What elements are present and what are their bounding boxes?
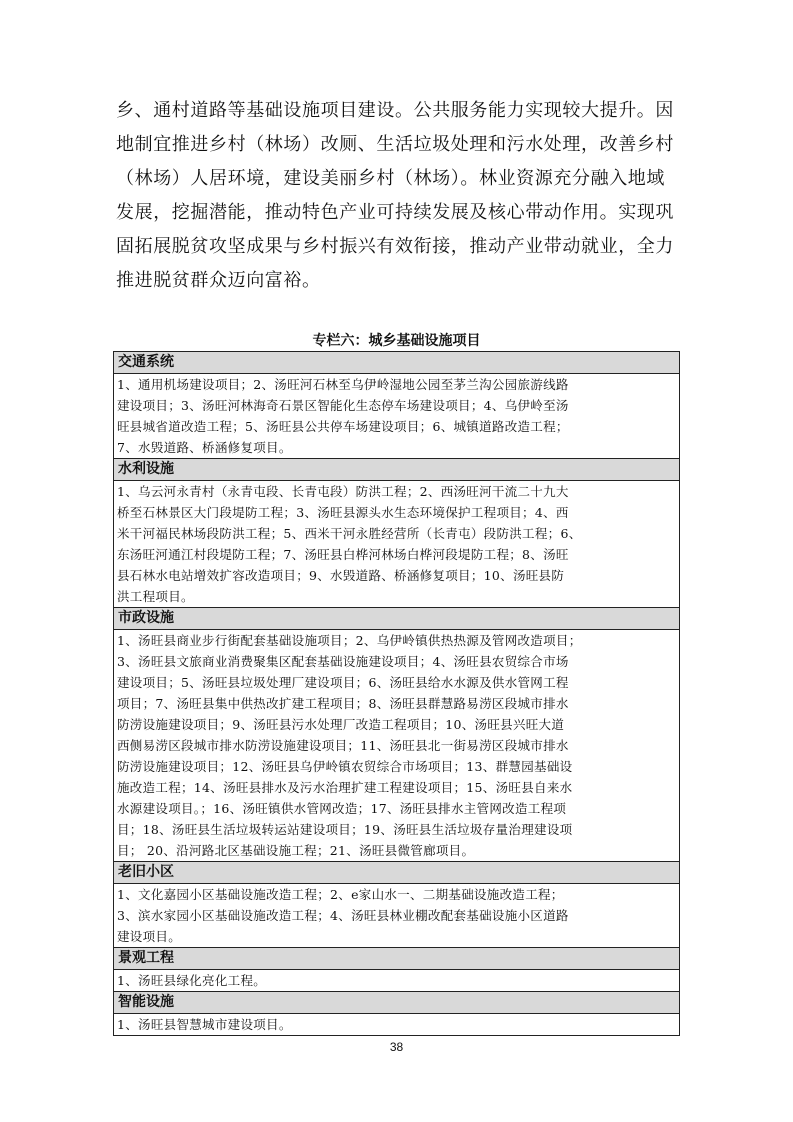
section-body-smart [114,1014,679,1035]
table-line: 目；18、汤旺县生活垃圾转运站建设项目；19、汤旺县生活垃圾存量治理建设项 [117,822,573,837]
section-title-old-communities: 老旧小区 [114,862,679,884]
paragraph-line: 固拓展脱贫攻坚成果与乡村振兴有效衔接，推动产业带动就业，全力 [116,236,674,257]
paragraph-line: 地制宜推进乡村（林场）改厕、生活垃圾处理和污水处理，改善乡村 [116,134,674,155]
table-line: 建设项目；3、汤旺河林海奇石景区智能化生态停车场建设项目；4、乌伊岭至汤 [117,398,569,413]
table-line: 桥至石林景区大门段堤防工程；3、汤旺县源头水生态环境保护工程项目；4、西 [117,505,569,520]
table-line: 东汤旺河通江村段堤防工程；7、汤旺县白桦河林场白桦河段堤防工程；8、汤旺 [117,547,569,562]
table-line: 3、汤旺县文旅商业消费聚集区配套基础设施建设项目；4、汤旺县农贸综合市场 [117,654,569,669]
section-title-water: 水利设施 [114,459,679,481]
projects-table [113,351,680,1036]
section-body-old-communities [114,884,679,948]
paragraph-line: 乡、通村道路等基础设施项目建设。公共服务能力实现较大提升。因 [116,100,674,121]
table-caption: 专栏六：城乡基础设施项目 [312,333,481,349]
table-line: 建设项目；5、汤旺县垃圾处理厂建设项目；6、汤旺县给水水源及供水管网工程 [117,675,569,690]
table-line: 1、乌云河永青村（永青屯段、长青屯段）防洪工程；2、西汤旺河干流二十九大 [117,484,569,499]
body-paragraph [116,94,680,298]
page-number: 38 [389,1040,404,1054]
table-line: 目； 20、沿河路北区基础设施工程；21、汤旺县微管廊项目。 [117,843,475,858]
table-line: 1、通用机场建设项目；2、汤旺河石林至乌伊岭湿地公园至茅兰沟公园旅游线路 [117,377,569,392]
table-line: 洪工程项目。 [117,589,194,604]
section-title-landscape: 景观工程 [114,948,679,970]
table-line: 米干河福民林场段防洪工程；5、西米干河永胜经营所（长青屯）段防洪工程；6、 [117,526,582,541]
table-line: 3、滨水家园小区基础设施改造工程；4、汤旺县林业棚改配套基础设施小区道路 [117,908,569,923]
table-line: 防涝设施建设项目；9、汤旺县污水处理厂改造工程项目；10、汤旺县兴旺大道 [117,717,565,732]
table-line: 1、汤旺县商业步行街配套基础设施项目；2、乌伊岭镇供热热源及管网改造项目； [117,633,582,648]
table-line: 旺县城省道改造工程；5、汤旺县公共停车场建设项目；6、城镇道路改造工程； [117,419,569,434]
table-line: 县石林水电站增效扩容改造项目；9、水毁道路、桥涵修复项目；10、汤旺县防 [117,568,565,583]
section-body-water [114,481,679,608]
table-line: 1、汤旺县绿化亮化工程。 [117,973,267,988]
paragraph-line: 发展，挖掘潜能，推动特色产业可持续发展及核心带动作用。实现巩 [116,202,674,223]
table-line: 1、汤旺县智慧城市建设项目。 [117,1017,292,1032]
paragraph-line: 推进脱贫群众迈向富裕。 [116,270,321,291]
table-line: 水源建设项目。；16、汤旺镇供水管网改造；17、汤旺县排水主管网改造工程项 [117,801,567,816]
section-title-transport: 交通系统 [114,352,679,374]
section-title-municipal: 市政设施 [114,608,679,630]
table-line: 施改造工程；14、汤旺县排水及污水治理扩建工程建设项目；15、汤旺县自来水 [117,780,573,795]
paragraph-line: （林场）人居环境，建设美丽乡村（林场）。林业资源充分融入地域 [116,168,665,189]
section-body-municipal [114,630,679,862]
table-line: 项目；7、汤旺县集中供热改扩建工程项目；8、汤旺县群慧路易涝区段城市排水 [117,696,569,711]
table-line: 防涝设施建设项目；12、汤旺县乌伊岭镇农贸综合市场项目；13、群慧园基础设 [117,759,573,774]
table-line: 建设项目。 [117,929,182,944]
table-line: 1、文化嘉园小区基础设施改造工程；2、e家山水一、二期基础设施改造工程； [117,887,564,902]
table-line: 西侧易涝区段城市排水防涝设施建设项目；11、汤旺县北一街易涝区段城市排水 [117,738,569,753]
table-line: 7、水毁道路、桥涵修复项目。 [117,440,292,455]
section-body-transport [114,374,679,459]
section-body-landscape [114,970,679,992]
section-title-smart: 智能设施 [114,992,679,1014]
